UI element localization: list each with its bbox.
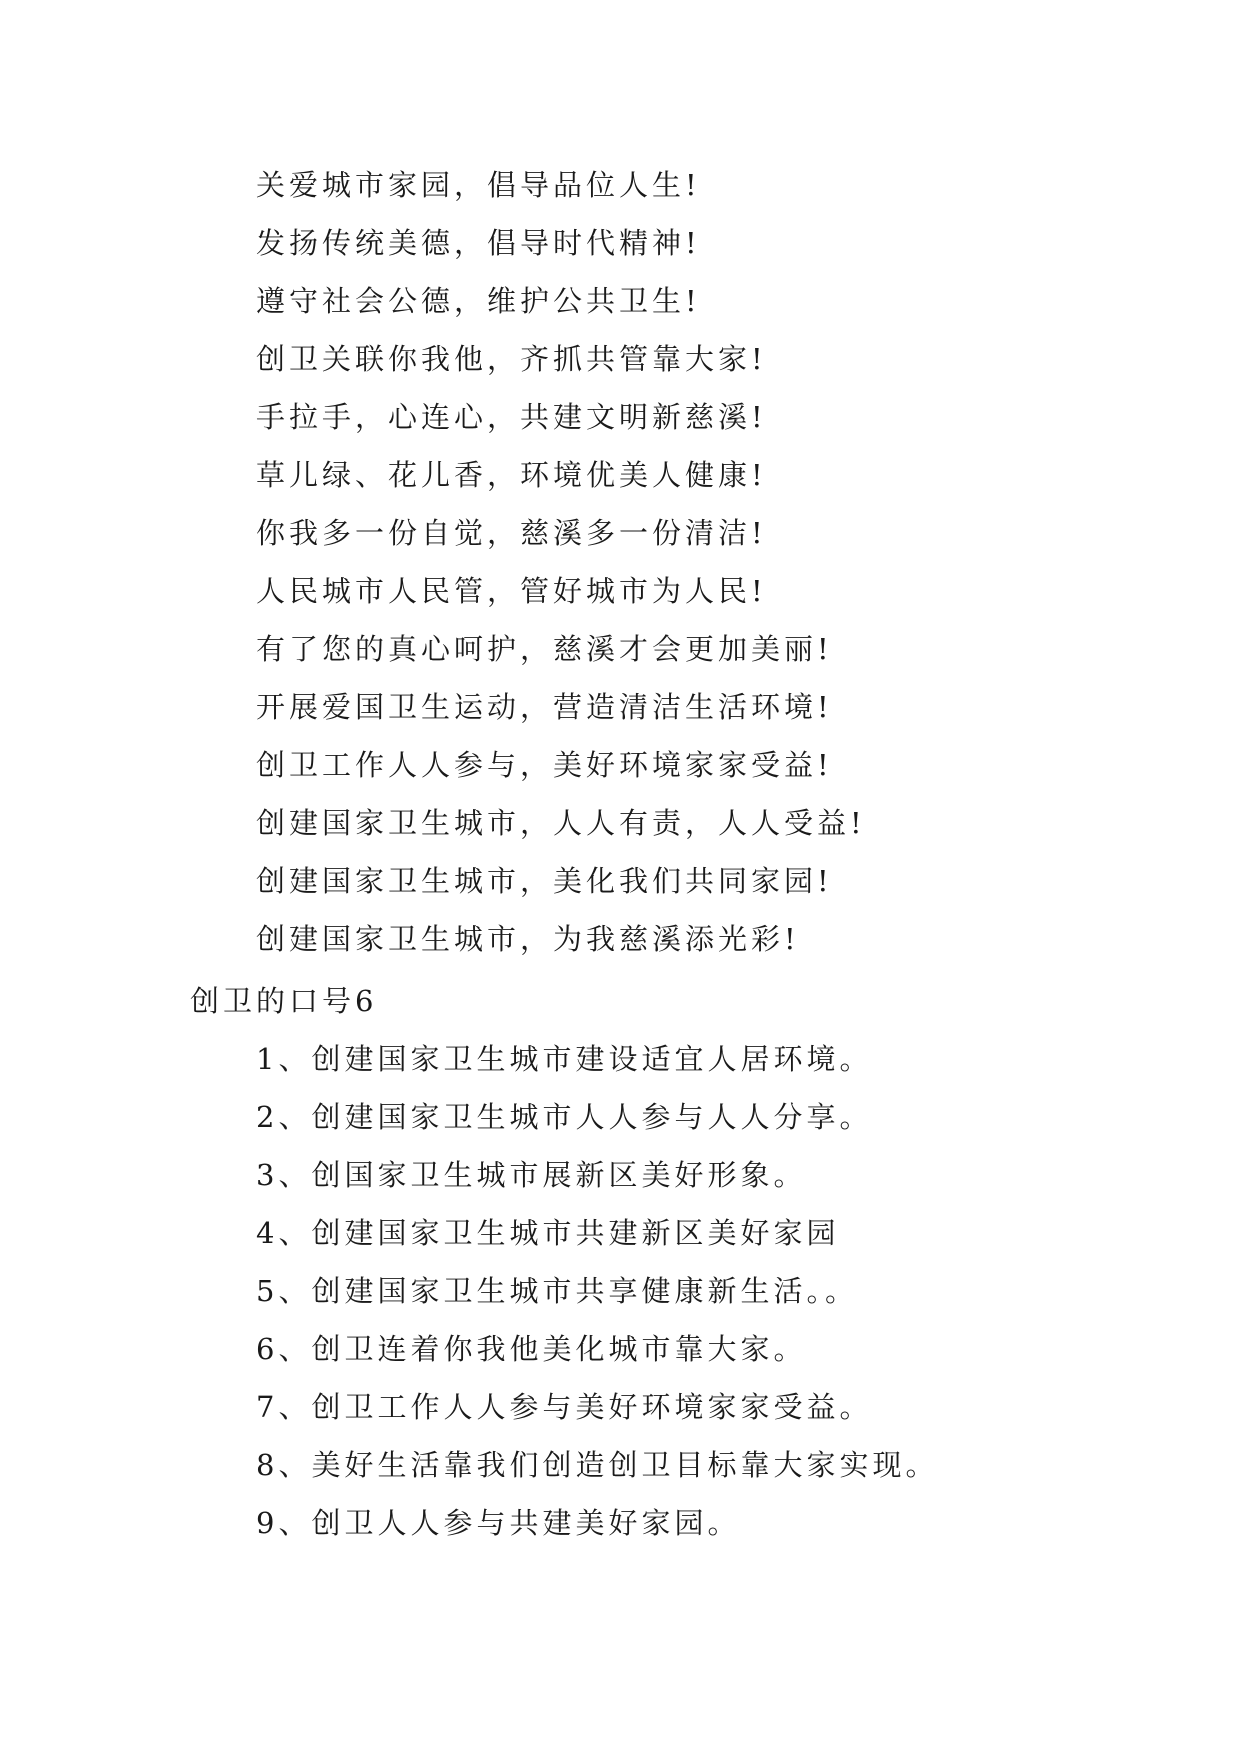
slogan-line: 创卫工作人人参与，美好环境家家受益! <box>256 748 833 782</box>
numbered-slogan: 5、创建国家卫生城市共享健康新生活。。 <box>256 1274 858 1308</box>
slogan-line: 创卫关联你我他，齐抓共管靠大家! <box>256 342 767 376</box>
slogan-line: 发扬传统美德，倡导时代精神! <box>256 226 701 260</box>
slogan-line: 手拉手，心连心，共建文明新慈溪! <box>256 400 767 434</box>
slogan-line: 遵守社会公德，维护公共卫生! <box>256 284 701 318</box>
numbered-slogan: 6、创卫连着你我他美化城市靠大家。 <box>256 1332 807 1366</box>
slogan-line: 你我多一份自觉，慈溪多一份清洁! <box>256 516 767 550</box>
slogan-line: 创建国家卫生城市，美化我们共同家园! <box>256 864 833 898</box>
section-heading: 创卫的口号6 <box>190 984 378 1018</box>
slogan-line: 开展爱国卫生运动，营造清洁生活环境! <box>256 690 833 724</box>
numbered-slogan: 2、创建国家卫生城市人人参与人人分享。 <box>256 1100 873 1134</box>
slogan-line: 人民城市人民管，管好城市为人民! <box>256 574 767 608</box>
numbered-slogan-list <box>256 1030 938 1552</box>
slogan-line: 创建国家卫生城市，为我慈溪添光彩! <box>256 922 800 956</box>
numbered-slogan: 9、创卫人人参与共建美好家园。 <box>256 1506 741 1540</box>
numbered-slogan: 4、创建国家卫生城市共建新区美好家园 <box>256 1216 840 1250</box>
slogan-line: 草儿绿、花儿香，环境优美人健康! <box>256 458 767 492</box>
numbered-slogan: 8、美好生活靠我们创造创卫目标靠大家实现。 <box>256 1448 939 1482</box>
slogan-line: 创建国家卫生城市，人人有责，人人受益! <box>256 806 866 840</box>
slogan-line: 有了您的真心呵护，慈溪才会更加美丽! <box>256 632 833 666</box>
numbered-slogan: 3、创国家卫生城市展新区美好形象。 <box>256 1158 807 1192</box>
slogan-list <box>256 156 866 968</box>
slogan-line: 关爱城市家园，倡导品位人生! <box>256 168 701 202</box>
numbered-slogan: 7、创卫工作人人参与美好环境家家受益。 <box>256 1390 873 1424</box>
numbered-slogan: 1、创建国家卫生城市建设适宜人居环境。 <box>256 1042 873 1076</box>
